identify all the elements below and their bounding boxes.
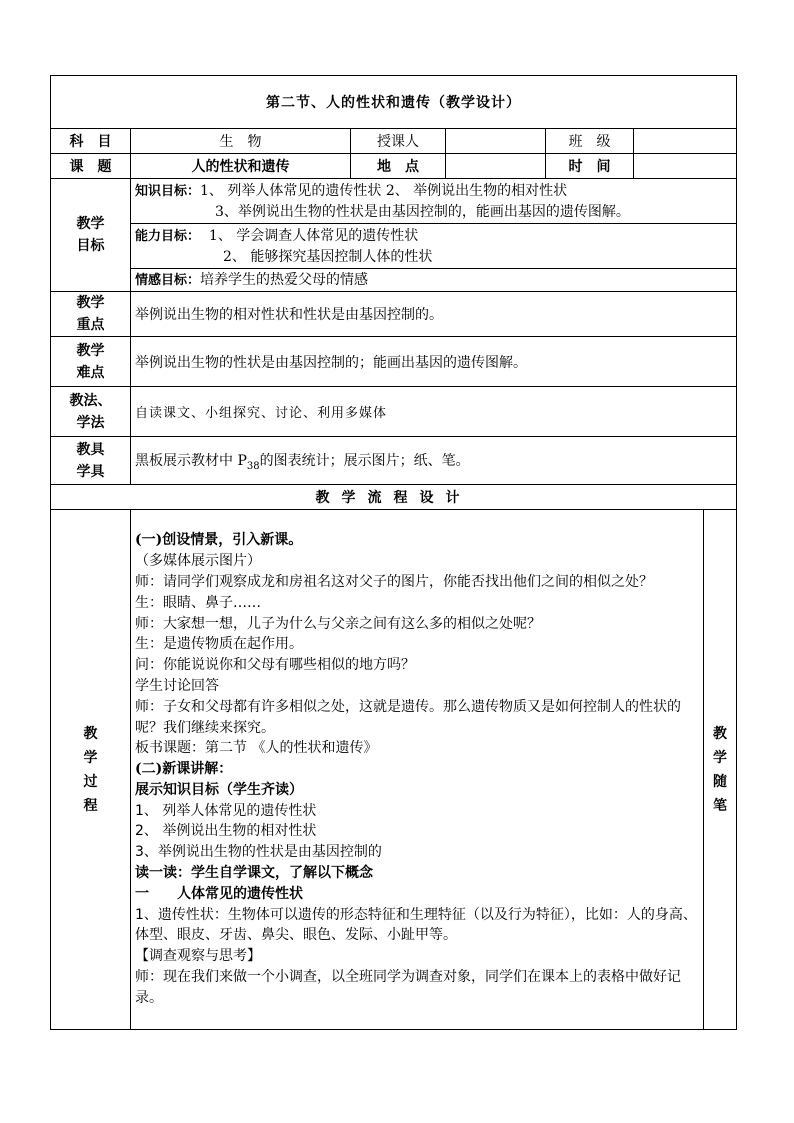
difficulties-text: 举例说出生物的性状是由基因控制的；能画出基因的遗传图解。 — [131, 337, 737, 387]
process-line: 师：现在我们来做一个小调查，以全班同学为调查对象，同学们在课本上的表格中做好记录。 — [135, 969, 681, 1006]
class-value — [634, 129, 737, 154]
knowledge-label: 知识目标： — [135, 183, 201, 199]
methods-label — [51, 387, 131, 437]
process-label-char-2: 学 — [83, 749, 98, 766]
process-line: 一 人体常见的遗传性状 — [135, 885, 303, 902]
difficulties-label-line2: 难点 — [76, 364, 105, 381]
process-line: 问：你能说说你和父母有哪些相似的地方吗？ — [135, 657, 415, 674]
knowledge-line1: 1、 列举人体常见的遗传性状 2、 举例说出生物的相对性状 — [200, 182, 568, 199]
topic-value: 人的性状和遗传 — [131, 154, 351, 179]
process-line: 【调查观察与思考】 — [135, 948, 261, 965]
tools-label — [51, 437, 131, 485]
process-line: 师：大家想一想，儿子为什么与父亲之间有这么多的相似之处呢？ — [135, 615, 541, 632]
ability-line1: 1、 学会调查人体常见的遗传性状 — [208, 227, 419, 244]
key-points-label-line1: 教学 — [76, 295, 105, 311]
time-value — [634, 154, 737, 179]
key-points-text: 举例说出生物的相对性状和性状是由基因控制的。 — [131, 292, 737, 337]
process-line: 3、举例说出生物的性状是由基因控制的 — [135, 844, 382, 861]
tools-text-page: 38 — [246, 460, 260, 472]
ability-objective — [131, 224, 737, 269]
process-line: (一)创设情景，引入新课。 — [135, 532, 303, 549]
methods-text: 自读课文、小组探究、讨论、利用多媒体 — [131, 387, 737, 437]
tools-label-line1: 教具 — [76, 441, 105, 458]
teacher-label: 授课人 — [351, 129, 446, 154]
ability-line2: 2、 能够探究基因控制人体的性状 — [223, 248, 433, 265]
process-line: 生：眼睛、鼻子…… — [135, 594, 261, 611]
knowledge-objective — [131, 179, 737, 224]
process-line: 1、 列举人体常见的遗传性状 — [135, 802, 317, 819]
lesson-plan-page — [50, 75, 736, 1030]
key-points-label-line2: 重点 — [76, 317, 105, 333]
topic-label: 课 题 — [51, 154, 131, 179]
tools-text-before: 黑板展示教材中 P — [135, 452, 247, 469]
process-line: 读一读：学生自学课文，了解以下概念 — [135, 865, 373, 882]
notes-label-char-2: 学 — [713, 749, 728, 766]
subject-value: 生 物 — [131, 129, 351, 154]
tools-label-line2: 学具 — [76, 463, 105, 480]
page-title: 第二节、人的性状和遗传（教学设计） — [51, 76, 737, 129]
emotion-objective — [131, 269, 737, 292]
tools-text — [131, 437, 737, 485]
process-label — [51, 510, 131, 1030]
process-label-char-3: 过 — [83, 773, 98, 790]
class-label: 班 级 — [546, 129, 634, 154]
objectives-label — [51, 179, 131, 292]
process-line: （多媒体展示图片） — [135, 553, 261, 570]
process-line: 展示知识目标（学生齐读） — [135, 781, 303, 798]
teacher-value — [446, 129, 546, 154]
process-lines — [135, 530, 699, 1008]
process-line: 师：请同学们观察成龙和房祖名这对父子的图片，你能否找出他们之间的相似之处？ — [135, 573, 653, 590]
process-label-char-1: 教 — [83, 725, 98, 742]
notes-label-char-3: 随 — [713, 773, 728, 790]
methods-label-line2: 学法 — [76, 414, 105, 431]
place-label: 地 点 — [351, 154, 446, 179]
process-content — [131, 510, 704, 1030]
key-points-label — [51, 292, 131, 337]
notes-label-char-4: 笔 — [713, 797, 728, 814]
flow-title: 教学流程设计 — [51, 485, 737, 510]
objectives-label-line1: 教学 — [76, 216, 105, 232]
process-line: 师：子女和父母都有许多相似之处，这就是遗传。那么遗传物质又是如何控制人的性状的呢？我们继续来探究。 — [135, 698, 681, 736]
process-line: 生：是遗传物质在起作用。 — [135, 636, 303, 653]
methods-label-line1: 教法、 — [69, 392, 112, 409]
notes-label — [704, 510, 737, 1030]
emotion-label: 情感目标： — [135, 272, 201, 288]
notes-label-char-1: 教 — [713, 725, 728, 742]
process-line: (二)新课讲解： — [135, 761, 233, 778]
process-line: 2、 举例说出生物的相对性状 — [135, 823, 317, 840]
ability-label: 能力目标： — [135, 228, 201, 244]
place-value — [446, 154, 546, 179]
tools-text-after: 的图表统计；展示图片；纸、笔。 — [259, 452, 470, 469]
emotion-text: 培养学生的热爱父母的情感 — [200, 271, 369, 288]
lesson-plan-table — [50, 75, 737, 1030]
process-line: 板书课题：第二节 《人的性状和遗传》 — [135, 740, 378, 757]
difficulties-label — [51, 337, 131, 387]
subject-label: 科 目 — [51, 129, 131, 154]
objectives-label-line2: 目标 — [76, 238, 105, 254]
process-line: 学生讨论回答 — [135, 677, 219, 694]
time-label: 时 间 — [546, 154, 634, 179]
knowledge-line2: 3、举例说出生物的性状是由基因控制的，能画出基因的遗传图解。 — [215, 203, 630, 220]
difficulties-label-line1: 教学 — [76, 342, 105, 359]
process-line: 1、遗传性状：生物体可以遗传的形态特征和生理特征（以及行为特征），比如：人的身高、体型、眼皮、牙齿、鼻尖、眼色、发际、小趾甲等。 — [135, 906, 697, 944]
process-label-char-4: 程 — [83, 797, 98, 814]
